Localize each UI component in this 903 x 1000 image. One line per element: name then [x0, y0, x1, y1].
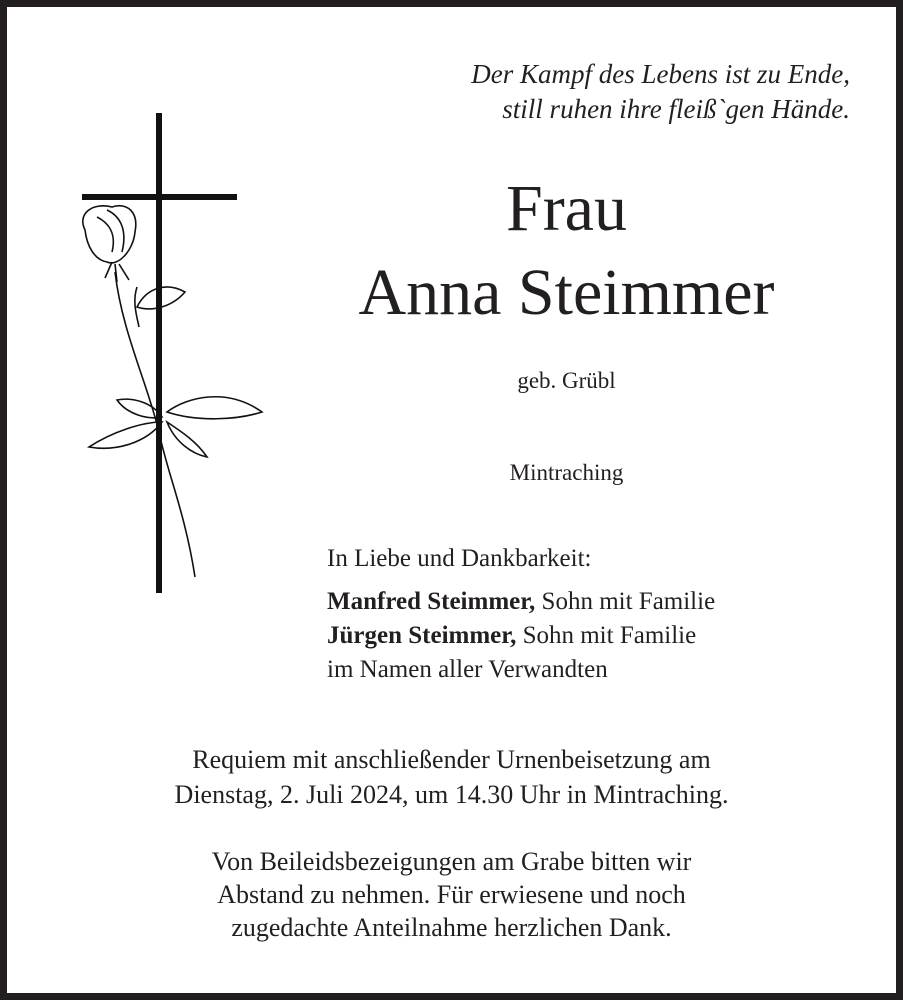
note-line-2: Abstand zu nehmen. Für erwiesene und noch: [217, 880, 686, 909]
mourner-line: [327, 588, 715, 616]
birth-name: geb. Grübl: [517, 368, 616, 393]
mourners-closing: im Namen aller Verwandten: [327, 656, 608, 683]
deceased-name: Anna Steimmer: [358, 256, 775, 329]
note-line-1: Von Beileidsbezeigungen am Grabe bitten wir: [211, 847, 692, 876]
mourner-relation: Sohn mit Familie: [516, 622, 697, 649]
mourner-line: [327, 622, 696, 650]
deceased-title: Frau: [506, 172, 627, 245]
service-line-2: Dienstag, 2. Juli 2024, um 14.30 Uhr in Mintraching.: [174, 780, 729, 809]
mourner-name: Manfred Steimmer,: [327, 588, 536, 615]
mourner-relation: Sohn mit Familie: [535, 588, 716, 615]
mourner-name: Jürgen Steimmer,: [327, 622, 517, 649]
motto-line-2: still ruhen ihre fleiß`gen Hände.: [502, 94, 850, 124]
motto-line-1: Der Kampf des Lebens ist zu Ende,: [471, 59, 850, 89]
mourners-intro: In Liebe und Dankbarkeit:: [327, 545, 592, 572]
service-line-1: Requiem mit anschließender Urnenbeisetzung am: [192, 745, 711, 774]
place: Mintraching: [509, 460, 624, 485]
note-line-3: zugedachte Anteilnahme herzlichen Dank.: [231, 913, 672, 942]
